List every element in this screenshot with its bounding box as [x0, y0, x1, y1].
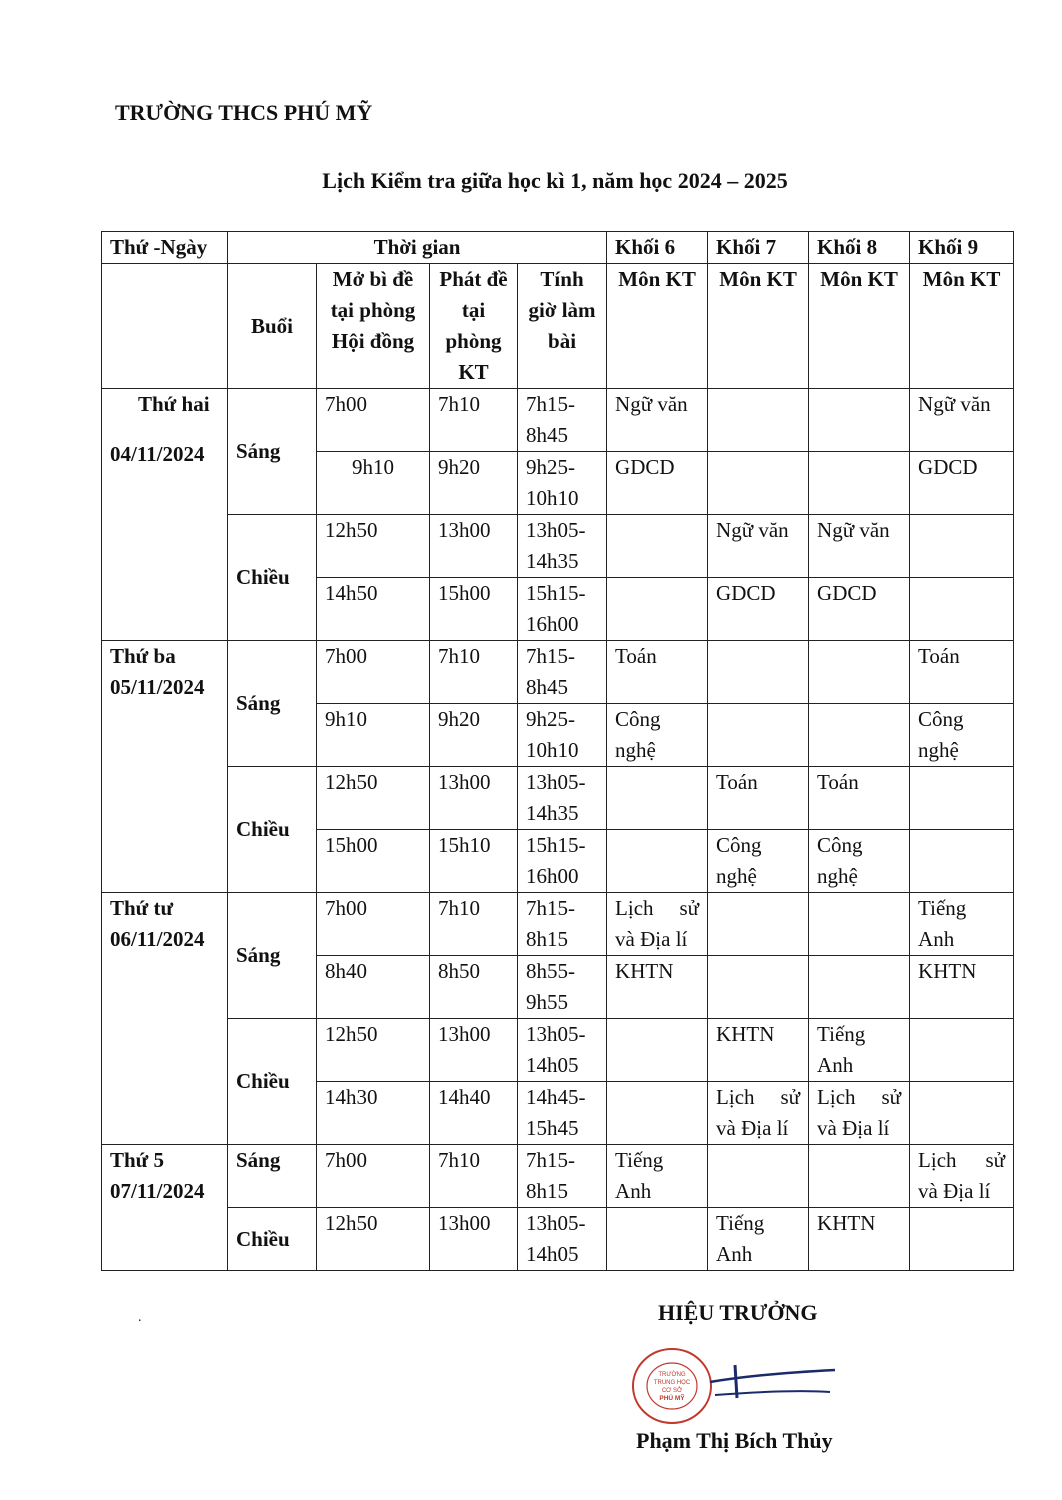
open-time: 12h50	[317, 767, 430, 830]
distribute-time: 15h10	[430, 830, 518, 893]
day-cell	[102, 893, 228, 1145]
open-time: 12h50	[317, 1019, 430, 1082]
header-grade-8: Khối 8	[809, 232, 910, 264]
subject-grade-7: Toán	[708, 767, 809, 830]
distribute-time: 13h00	[430, 767, 518, 830]
exam-time: 13h05-14h05	[518, 1208, 607, 1271]
session-cell: Chiều	[228, 1019, 317, 1145]
subject-grade-6: Tiếng Anh	[607, 1145, 708, 1208]
weekday: Thứ 5	[110, 1148, 165, 1172]
school-seal	[630, 1346, 714, 1426]
date: 06/11/2024	[110, 927, 205, 951]
subject-grade-9	[910, 830, 1014, 893]
subject-grade-8	[809, 956, 910, 1019]
subject-grade-8	[809, 641, 910, 704]
weekday: Thứ ba	[110, 644, 176, 668]
distribute-time: 7h10	[430, 389, 518, 452]
distribute-time: 7h10	[430, 641, 518, 704]
table-row	[102, 389, 1014, 452]
exam-time: 13h05-14h35	[518, 515, 607, 578]
header-open: Mở bì đề tại phòng Hội đồng	[317, 264, 430, 389]
header-grade-9: Khối 9	[910, 232, 1014, 264]
subject-grade-7: KHTN	[708, 1019, 809, 1082]
subject-grade-6	[607, 767, 708, 830]
subject-grade-9: Công nghệ	[910, 704, 1014, 767]
subject-grade-9	[910, 767, 1014, 830]
subject-grade-8: Ngữ văn	[809, 515, 910, 578]
subject-grade-6: Ngữ văn	[607, 389, 708, 452]
distribute-time: 13h00	[430, 1019, 518, 1082]
weekday: Thứ hai	[138, 392, 210, 416]
table-row	[102, 893, 1014, 956]
open-time: 7h00	[317, 1145, 430, 1208]
subject-grade-7	[708, 956, 809, 1019]
svg-text:PHÚ MỸ: PHÚ MỸ	[659, 1395, 685, 1402]
subject-grade-7: Tiếng Anh	[708, 1208, 809, 1271]
subject-grade-9: GDCD	[910, 452, 1014, 515]
open-time: 14h30	[317, 1082, 430, 1145]
table-row	[102, 1019, 1014, 1082]
open-time: 12h50	[317, 1208, 430, 1271]
subject-grade-7: GDCD	[708, 578, 809, 641]
subject-grade-9: Lịch sử và Địa lí	[910, 1145, 1014, 1208]
header-subject-6: Môn KT	[607, 264, 708, 389]
table-row	[102, 1208, 1014, 1271]
open-time: 8h40	[317, 956, 430, 1019]
session-cell: Sáng	[228, 893, 317, 1019]
open-time: 9h10	[317, 704, 430, 767]
table-row	[102, 515, 1014, 578]
exam-time: 7h15-8h45	[518, 641, 607, 704]
session-cell: Chiều	[228, 515, 317, 641]
subject-grade-7	[708, 389, 809, 452]
subject-grade-9	[910, 1019, 1014, 1082]
subject-grade-8: GDCD	[809, 578, 910, 641]
subject-grade-9: Ngữ văn	[910, 389, 1014, 452]
exam-time: 7h15-8h15	[518, 893, 607, 956]
distribute-time: 15h00	[430, 578, 518, 641]
subject-grade-6	[607, 830, 708, 893]
svg-text:TRUNG HỌC: TRUNG HỌC	[653, 1380, 691, 1386]
subject-grade-7	[708, 1145, 809, 1208]
subject-grade-9: Toán	[910, 641, 1014, 704]
subject-grade-6	[607, 1082, 708, 1145]
distribute-time: 13h00	[430, 515, 518, 578]
subject-grade-8: Tiếng Anh	[809, 1019, 910, 1082]
header-day-blank	[102, 264, 228, 389]
subject-grade-7	[708, 452, 809, 515]
header-time: Thời gian	[228, 232, 607, 264]
header-session: Buổi	[228, 264, 317, 389]
subject-grade-6: KHTN	[607, 956, 708, 1019]
subject-grade-6: Lịch sử và Địa lí	[607, 893, 708, 956]
exam-time: 15h15-16h00	[518, 830, 607, 893]
subject-grade-8: KHTN	[809, 1208, 910, 1271]
subject-grade-7: Lịch sử và Địa lí	[708, 1082, 809, 1145]
subject-grade-8	[809, 704, 910, 767]
open-time: 7h00	[317, 389, 430, 452]
session-cell: Chiều	[228, 767, 317, 893]
handwritten-signature	[705, 1362, 845, 1412]
header-start: Tính giờ làm bài	[518, 264, 607, 389]
table-row	[102, 767, 1014, 830]
subject-grade-8	[809, 389, 910, 452]
subject-grade-8: Lịch sử và Địa lí	[809, 1082, 910, 1145]
open-time: 15h00	[317, 830, 430, 893]
header-subject-7: Môn KT	[708, 264, 809, 389]
exam-time: 7h15-8h45	[518, 389, 607, 452]
subject-grade-9	[910, 578, 1014, 641]
exam-time: 9h25-10h10	[518, 704, 607, 767]
subject-grade-8	[809, 1145, 910, 1208]
session-cell: Sáng	[228, 389, 317, 515]
header-grade-6: Khối 6	[607, 232, 708, 264]
distribute-time: 14h40	[430, 1082, 518, 1145]
date: 05/11/2024	[110, 675, 205, 699]
open-time: 7h00	[317, 641, 430, 704]
subject-grade-7	[708, 893, 809, 956]
session-cell: Sáng	[228, 1145, 317, 1208]
subject-grade-9	[910, 1208, 1014, 1271]
open-time: 7h00	[317, 893, 430, 956]
subject-grade-8	[809, 452, 910, 515]
exam-time: 9h25-10h10	[518, 452, 607, 515]
distribute-time: 13h00	[430, 1208, 518, 1271]
open-time: 9h10	[317, 452, 430, 515]
footnote-dot: .	[138, 1310, 142, 1325]
exam-time: 13h05-14h35	[518, 767, 607, 830]
subject-grade-7	[708, 704, 809, 767]
exam-time: 13h05-14h05	[518, 1019, 607, 1082]
subject-grade-6	[607, 578, 708, 641]
exam-time: 7h15-8h15	[518, 1145, 607, 1208]
subject-grade-6: Công nghệ	[607, 704, 708, 767]
table-row	[102, 641, 1014, 704]
subject-grade-9: KHTN	[910, 956, 1014, 1019]
exam-time: 15h15-16h00	[518, 578, 607, 641]
subject-grade-9: Tiếng Anh	[910, 893, 1014, 956]
header-subject-9: Môn KT	[910, 264, 1014, 389]
day-cell	[102, 1145, 228, 1271]
subject-grade-7: Công nghệ	[708, 830, 809, 893]
subject-grade-9	[910, 1082, 1014, 1145]
subject-grade-8	[809, 893, 910, 956]
open-time: 14h50	[317, 578, 430, 641]
header-grade-7: Khối 7	[708, 232, 809, 264]
subject-grade-8: Toán	[809, 767, 910, 830]
exam-time: 8h55-9h55	[518, 956, 607, 1019]
header-distribute: Phát đề tại phòng KT	[430, 264, 518, 389]
day-cell	[102, 389, 228, 641]
exam-schedule-table	[101, 231, 1014, 1271]
date: 07/11/2024	[110, 1179, 205, 1203]
weekday: Thứ tư	[110, 896, 174, 920]
subject-grade-7	[708, 641, 809, 704]
school-name: TRƯỜNG THCS PHÚ MỸ	[115, 100, 373, 125]
subject-grade-6	[607, 1208, 708, 1271]
distribute-time: 9h20	[430, 452, 518, 515]
distribute-time: 7h10	[430, 893, 518, 956]
distribute-time: 7h10	[430, 1145, 518, 1208]
table-row	[102, 1145, 1014, 1208]
signer-name: Phạm Thị Bích Thủy	[636, 1428, 833, 1453]
svg-text:CƠ SỞ: CƠ SỞ	[661, 1388, 683, 1394]
subject-grade-8: Công nghệ	[809, 830, 910, 893]
header-subject-8: Môn KT	[809, 264, 910, 389]
subject-grade-7: Ngữ văn	[708, 515, 809, 578]
session-cell: Chiều	[228, 1208, 317, 1271]
exam-time: 14h45-15h45	[518, 1082, 607, 1145]
subject-grade-6: GDCD	[607, 452, 708, 515]
date: 04/11/2024	[110, 442, 205, 466]
session-cell: Sáng	[228, 641, 317, 767]
signature-role: HIỆU TRƯỞNG	[658, 1300, 818, 1325]
day-cell	[102, 641, 228, 893]
distribute-time: 8h50	[430, 956, 518, 1019]
header-day: Thứ -Ngày	[102, 232, 228, 264]
page-title: Lịch Kiểm tra giữa học kì 1, năm học 2024 – 2025	[322, 168, 788, 193]
distribute-time: 9h20	[430, 704, 518, 767]
open-time: 12h50	[317, 515, 430, 578]
subject-grade-6	[607, 1019, 708, 1082]
svg-text:TRƯỜNG: TRƯỜNG	[658, 1372, 686, 1378]
subject-grade-9	[910, 515, 1014, 578]
subject-grade-6	[607, 515, 708, 578]
subject-grade-6: Toán	[607, 641, 708, 704]
